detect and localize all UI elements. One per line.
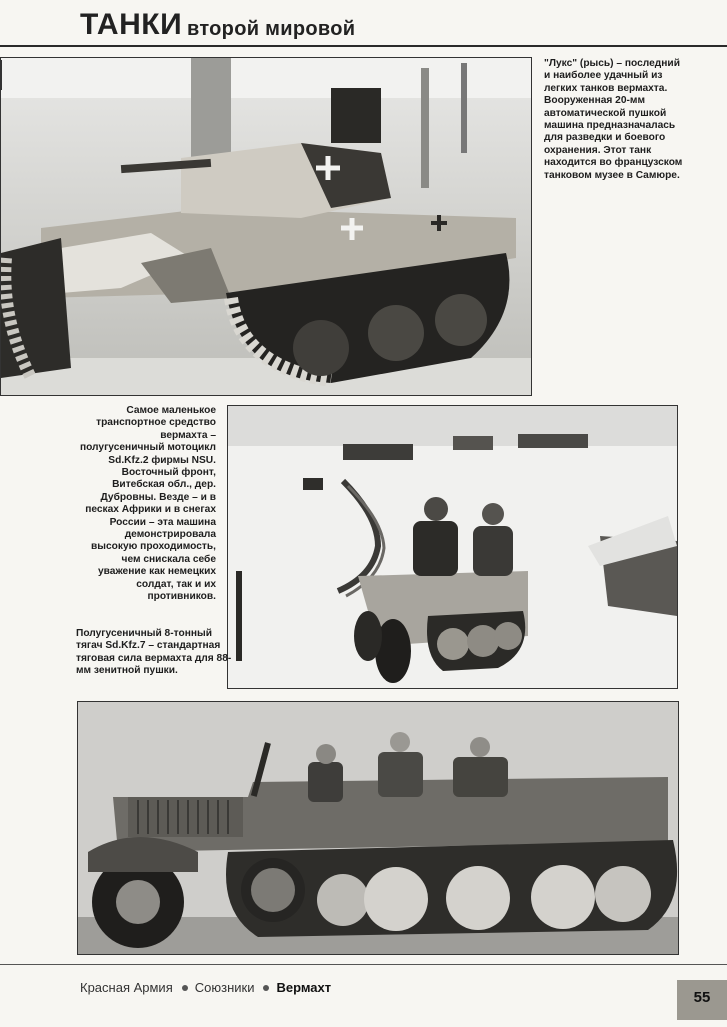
page-header [0,0,727,46]
header-title-small: второй мировой [187,18,356,40]
footer-rule [0,964,727,965]
footer-nav [80,980,335,995]
halftrack-caption: Полугусеничный 8-тонный тягач Sd.Kfz.7 – стандартная тяговая сила вермахта для 88-мм зенитной пушки. [76,628,232,677]
page-number: 55 [677,980,727,1020]
footer-item-wehrmacht: Вермахт [276,980,332,995]
footer-item-red-army: Красная Армия [80,980,173,995]
header-title-big: ТАНКИ [80,8,183,41]
kettenkrad-caption: Самое маленькое транспортное средство вермахта – полугусеничный мотоцикл Sd.Kfz.2 фирмы NSU. Восточный фронт, Витебская обл., дер. Дубровны. Везде – и в песках Африки и в снегах России – эта машина демонстрировала высокую проходимость, чем снискала себе уважение как немецких солдат, так и их противников. [79,405,216,603]
left-edge-mark [0,60,2,90]
footer-separator-dot [263,985,269,991]
tank-photo [0,57,532,396]
halftrack-photo [77,701,679,955]
header-rule [0,45,727,47]
tank-caption: "Лукс" (рысь) – последний и наиболее удачный из легких танков вермахта. Вооруженная 20-мм автоматической пушкой машина предназначалась для разведки и боевого охранения. Этот танк находится во французском танковом музее в Самюре. [544,58,683,181]
kettenkrad-photo [227,405,678,689]
footer-item-allies: Союзники [194,980,255,995]
footer-separator-dot [182,985,188,991]
